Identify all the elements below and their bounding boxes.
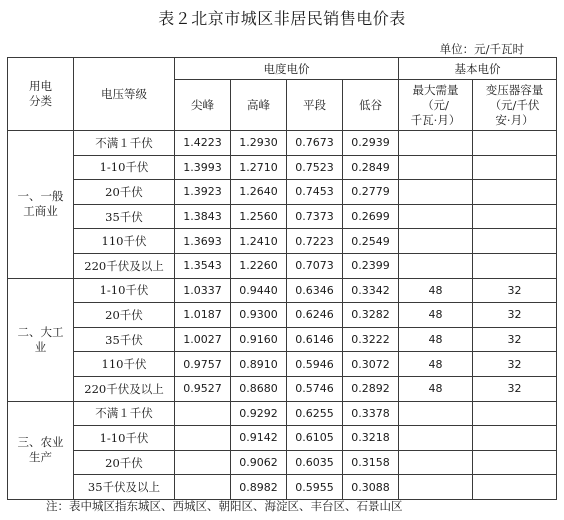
capacity-cell [473,450,557,475]
sharp-cell: 1.3923 [175,180,231,205]
sharp-cell [175,475,231,500]
valley-cell: 0.3072 [343,352,399,377]
table-row [8,376,557,401]
peak-cell: 0.9440 [231,278,287,303]
table-row [8,475,557,500]
valley-cell: 0.3218 [343,426,399,451]
header-energy-price: 电度电价 [175,58,399,80]
voltage-cell: 20千伏 [74,303,175,328]
demand-cell [399,475,473,500]
voltage-cell: 20千伏 [74,450,175,475]
valley-cell: 0.3342 [343,278,399,303]
flat-cell: 0.6035 [287,450,343,475]
peak-cell: 1.2710 [231,155,287,180]
valley-cell: 0.2399 [343,253,399,278]
flat-cell: 0.6146 [287,327,343,352]
capacity-cell [473,475,557,500]
sharp-cell: 1.0027 [175,327,231,352]
sharp-cell: 1.0337 [175,278,231,303]
capacity-cell: 32 [473,303,557,328]
flat-cell: 0.6255 [287,401,343,426]
sharp-cell [175,401,231,426]
table-row [8,327,557,352]
valley-cell: 0.3158 [343,450,399,475]
demand-cell: 48 [399,376,473,401]
voltage-cell: 220千伏及以上 [74,253,175,278]
demand-cell [399,401,473,426]
voltage-cell: 220千伏及以上 [74,376,175,401]
valley-cell: 0.3378 [343,401,399,426]
flat-cell: 0.7223 [287,229,343,254]
category-cell: 三、农业 生产 [8,401,74,499]
capacity-cell: 32 [473,327,557,352]
table-row [8,303,557,328]
sharp-cell: 1.0187 [175,303,231,328]
category-cell: 一、一般 工商业 [8,131,74,279]
flat-cell: 0.7453 [287,180,343,205]
valley-cell: 0.3282 [343,303,399,328]
capacity-cell: 32 [473,352,557,377]
voltage-cell: 不满１千伏 [74,401,175,426]
demand-cell: 48 [399,278,473,303]
header-transformer: 变压器容量 （元/千伏 安·月） [473,80,557,131]
table-row [8,253,557,278]
capacity-cell [473,426,557,451]
valley-cell: 0.3222 [343,327,399,352]
capacity-cell [473,155,557,180]
valley-cell: 0.2779 [343,180,399,205]
sharp-cell: 1.3993 [175,155,231,180]
flat-cell: 0.5746 [287,376,343,401]
peak-cell: 1.2560 [231,204,287,229]
header-category: 用电 分类 [8,58,74,131]
sharp-cell [175,450,231,475]
flat-cell: 0.6346 [287,278,343,303]
sharp-cell [175,426,231,451]
table-row [8,204,557,229]
demand-cell [399,180,473,205]
peak-cell: 1.2640 [231,180,287,205]
valley-cell: 0.2849 [343,155,399,180]
category-cell: 二、大工 业 [8,278,74,401]
demand-cell [399,204,473,229]
sharp-cell: 1.3543 [175,253,231,278]
table-row [8,155,557,180]
peak-cell: 1.2260 [231,253,287,278]
table-row [8,180,557,205]
flat-cell: 0.5946 [287,352,343,377]
header-peak: 高峰 [231,80,287,131]
peak-cell: 0.9160 [231,327,287,352]
sharp-cell: 1.3693 [175,229,231,254]
sharp-cell: 1.4223 [175,131,231,156]
demand-cell [399,253,473,278]
demand-cell [399,450,473,475]
peak-cell: 0.8680 [231,376,287,401]
valley-cell: 0.3088 [343,475,399,500]
capacity-cell [473,253,557,278]
flat-cell: 0.7373 [287,204,343,229]
capacity-cell [473,204,557,229]
capacity-cell [473,229,557,254]
sharp-cell: 0.9757 [175,352,231,377]
demand-cell: 48 [399,303,473,328]
voltage-cell: 35千伏 [74,204,175,229]
demand-cell [399,426,473,451]
sharp-cell: 0.9527 [175,376,231,401]
table-row [8,401,557,426]
voltage-cell: 110千伏 [74,352,175,377]
capacity-cell: 32 [473,278,557,303]
demand-cell: 48 [399,352,473,377]
voltage-cell: 35千伏及以上 [74,475,175,500]
flat-cell: 0.7673 [287,131,343,156]
capacity-cell: 32 [473,376,557,401]
flat-cell: 0.5955 [287,475,343,500]
flat-cell: 0.6246 [287,303,343,328]
sharp-cell: 1.3843 [175,204,231,229]
header-peak-sharp: 尖峰 [175,80,231,131]
flat-cell: 0.7073 [287,253,343,278]
footnote: 注：表中城区指东城区、西城区、朝阳区、海淀区、丰台区、石景山区 [46,499,403,513]
table-row [8,278,557,303]
peak-cell: 0.9062 [231,450,287,475]
peak-cell: 0.9300 [231,303,287,328]
capacity-cell [473,180,557,205]
valley-cell: 0.2892 [343,376,399,401]
table-row [8,450,557,475]
valley-cell: 0.2549 [343,229,399,254]
voltage-cell: 不满１千伏 [74,131,175,156]
voltage-cell: 110千伏 [74,229,175,254]
peak-cell: 1.2930 [231,131,287,156]
table-title: 表２北京市城区非居民销售电价表 [158,9,406,28]
peak-cell: 0.8982 [231,475,287,500]
header-max-demand: 最大需量 （元/ 千瓦·月） [399,80,473,131]
peak-cell: 1.2410 [231,229,287,254]
capacity-cell [473,131,557,156]
voltage-cell: 35千伏 [74,327,175,352]
header-valley: 低谷 [343,80,399,131]
valley-cell: 0.2939 [343,131,399,156]
voltage-cell: 1-10千伏 [74,155,175,180]
peak-cell: 0.8910 [231,352,287,377]
demand-cell [399,155,473,180]
unit-label: 单位：元/千瓦时 [439,42,524,56]
peak-cell: 0.9292 [231,401,287,426]
peak-cell: 0.9142 [231,426,287,451]
flat-cell: 0.7523 [287,155,343,180]
flat-cell: 0.6105 [287,426,343,451]
demand-cell: 48 [399,327,473,352]
table-row [8,426,557,451]
table-row [8,229,557,254]
table-row [8,131,557,156]
voltage-cell: 20千伏 [74,180,175,205]
price-table [7,57,557,500]
header-basic-price: 基本电价 [399,58,557,80]
demand-cell [399,131,473,156]
voltage-cell: 1-10千伏 [74,278,175,303]
voltage-cell: 1-10千伏 [74,426,175,451]
table-row [8,352,557,377]
header-voltage: 电压等级 [74,58,175,131]
valley-cell: 0.2699 [343,204,399,229]
demand-cell [399,229,473,254]
header-flat: 平段 [287,80,343,131]
capacity-cell [473,401,557,426]
